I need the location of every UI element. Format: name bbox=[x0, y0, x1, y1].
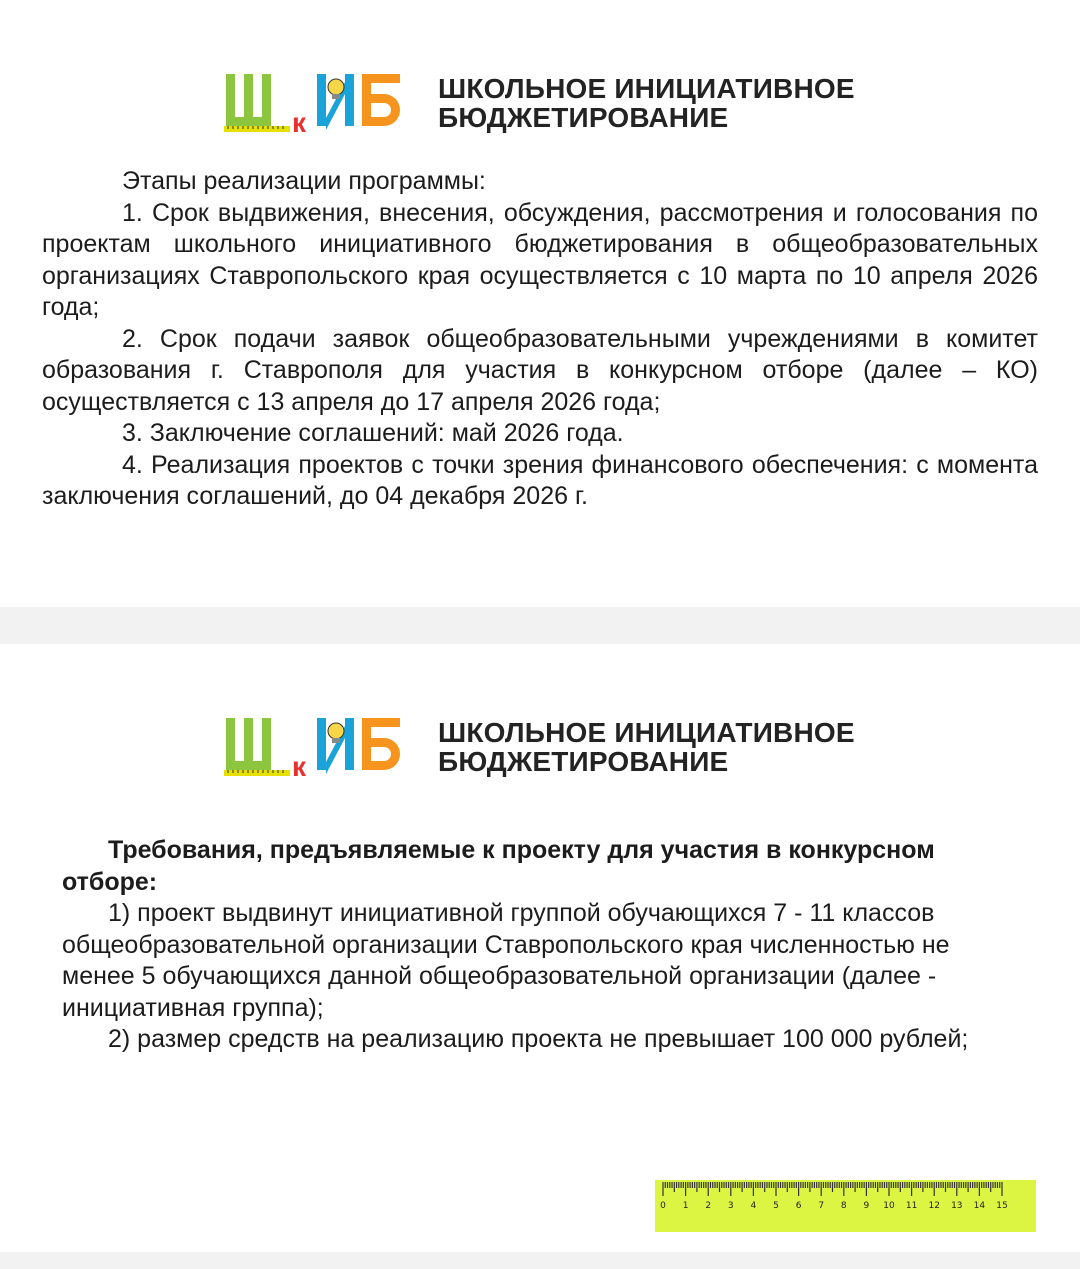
ruler-label: 5 bbox=[773, 1201, 779, 1211]
stages-text bbox=[42, 166, 1038, 513]
stages-heading: Этапы реализации программы: bbox=[122, 167, 486, 195]
ruler-label: 0 bbox=[660, 1201, 666, 1211]
shkib-logo-icon bbox=[224, 714, 404, 780]
requirements-text bbox=[62, 835, 987, 1056]
ruler-label: 3 bbox=[727, 1201, 734, 1211]
ruler-label: 12 bbox=[928, 1201, 940, 1211]
ruler-label: 11 bbox=[905, 1201, 918, 1211]
slide-stages bbox=[0, 0, 1080, 607]
ruler-label: 14 bbox=[973, 1201, 986, 1211]
stage-item-4: 4. Реализация проектов с точки зрения финансового обеспечения: с момента заключения соглашений, до 04 декабря 2026 г. bbox=[42, 450, 1038, 510]
shkib-logo-icon bbox=[224, 70, 404, 136]
ruler-icon bbox=[655, 1180, 1036, 1232]
brand-name-line2: БЮДЖЕТИРОВАНИЕ bbox=[438, 746, 729, 777]
ruler-label: 7 bbox=[818, 1201, 825, 1211]
brand-header bbox=[224, 70, 855, 136]
ruler-label: 15 bbox=[996, 1201, 1008, 1211]
requirements-heading: Требования, предъявляемые к проекту для участия в конкурсном отборе: bbox=[62, 836, 935, 896]
requirement-item-1: 1) проект выдвинут инициативной группой обучающихся 7 - 11 классов общеобразовательной организации Ставропольского края численностью не менее 5 обучающихся данной общеобразовательной организации (далее - инициативная группа); bbox=[62, 899, 950, 1022]
ruler-label: 9 bbox=[863, 1201, 870, 1211]
ruler-label: 6 bbox=[795, 1201, 802, 1211]
brand-name-line1: ШКОЛЬНОЕ ИНИЦИАТИВНОЕ bbox=[438, 717, 855, 748]
svg-text:к: к bbox=[292, 751, 307, 780]
stage-item-1: 1. Срок выдвижения, внесения, обсуждения, рассмотрения и голосования по проектам школьного инициативного бюджетирования в общеобразовательных организациях Ставропольского края осуществляется с 10 марта по 10 апреля 2026 года; bbox=[42, 198, 1038, 321]
svg-text:к: к bbox=[292, 107, 307, 136]
ruler-label: 13 bbox=[951, 1201, 963, 1211]
ruler-label: 2 bbox=[705, 1201, 712, 1211]
ruler-label: 10 bbox=[883, 1201, 895, 1211]
brand-name bbox=[438, 718, 855, 776]
requirement-item-2: 2) размер средств на реализацию проекта не превышает 100 000 рублей; bbox=[108, 1025, 969, 1053]
brand-name bbox=[438, 74, 855, 132]
stage-item-2: 2. Срок подачи заявок общеобразовательными учреждениями в комитет образования г. Ставрополя для участия в конкурсном отборе (далее – КО) осуществляется с 13 апреля до 17 апреля 2026 года; bbox=[42, 324, 1038, 416]
ruler-label: 1 bbox=[682, 1201, 689, 1211]
slide-requirements bbox=[0, 644, 1080, 1252]
ruler-label: 8 bbox=[840, 1201, 847, 1211]
brand-name-line2: БЮДЖЕТИРОВАНИЕ bbox=[438, 102, 729, 133]
ruler-label: 4 bbox=[750, 1201, 757, 1211]
stage-item-3: 3. Заключение соглашений: май 2026 года. bbox=[122, 419, 624, 447]
brand-header bbox=[224, 714, 855, 780]
brand-name-line1: ШКОЛЬНОЕ ИНИЦИАТИВНОЕ bbox=[438, 73, 855, 104]
